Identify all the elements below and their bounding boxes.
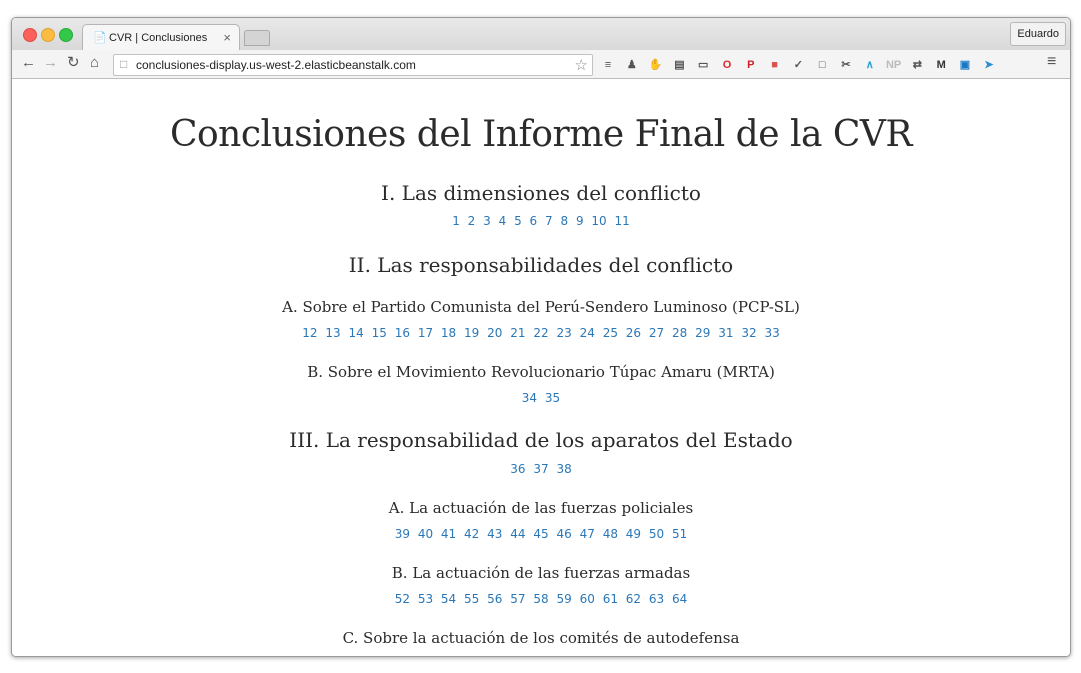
bookmark-star-icon[interactable]: ☆ xyxy=(574,57,588,74)
conclusion-link[interactable]: 51 xyxy=(672,527,688,541)
conclusion-link[interactable]: 29 xyxy=(695,326,711,340)
pawn-icon[interactable]: ♟ xyxy=(626,59,637,71)
conclusion-link[interactable]: 47 xyxy=(579,527,595,541)
conclusion-link[interactable]: 36 xyxy=(510,462,526,476)
conclusion-link[interactable]: 37 xyxy=(533,462,549,476)
news-icon[interactable]: ■ xyxy=(771,59,778,71)
browser-toolbar xyxy=(12,50,1070,79)
conclusion-link[interactable]: 53 xyxy=(417,592,434,606)
conclusion-link[interactable]: 17 xyxy=(417,326,434,340)
conclusion-link[interactable]: 26 xyxy=(625,326,642,340)
conclusion-link[interactable]: 54 xyxy=(440,592,457,606)
conclusion-link[interactable]: 52 xyxy=(394,592,410,606)
conclusion-link[interactable]: 34 xyxy=(521,391,538,405)
conclusion-link[interactable]: 8 xyxy=(560,214,569,228)
conclusion-link[interactable]: 13 xyxy=(325,326,341,340)
conclusion-link[interactable]: 59 xyxy=(556,592,572,606)
conclusion-link[interactable]: 44 xyxy=(510,527,526,541)
conclusion-link[interactable]: 25 xyxy=(602,326,618,340)
conclusion-link[interactable]: 56 xyxy=(487,592,503,606)
conclusion-link[interactable]: 61 xyxy=(602,592,618,606)
conclusion-link[interactable]: 12 xyxy=(302,326,318,340)
conclusion-link[interactable]: 10 xyxy=(591,214,607,228)
conclusion-link[interactable]: 24 xyxy=(579,326,595,340)
browser-tab[interactable] xyxy=(82,24,240,51)
home-icon[interactable]: ⌂ xyxy=(90,54,100,71)
close-window-button[interactable] xyxy=(23,28,37,42)
pinterest-icon[interactable]: P xyxy=(747,59,755,71)
page-title: Conclusiones del Informe Final de la CVR xyxy=(169,114,913,155)
conclusion-link[interactable]: 31 xyxy=(718,326,734,340)
telegram-icon[interactable]: ➤ xyxy=(984,59,994,71)
conclusion-link[interactable]: 33 xyxy=(764,326,780,340)
conclusion-link[interactable]: 57 xyxy=(510,592,526,606)
conclusion-link[interactable]: 50 xyxy=(648,527,665,541)
menu-icon[interactable]: ≡ xyxy=(1047,53,1057,70)
conclusion-link[interactable]: 60 xyxy=(579,592,595,606)
back-icon[interactable]: ← xyxy=(21,54,36,71)
reload-icon[interactable]: ↻ xyxy=(67,54,80,71)
conclusion-link[interactable]: 32 xyxy=(741,326,757,340)
grammar-icon[interactable]: ≡ xyxy=(604,59,612,71)
section-3b-links xyxy=(12,592,1070,606)
conclusion-link[interactable]: 46 xyxy=(556,527,572,541)
conclusion-link[interactable]: 5 xyxy=(514,214,522,228)
page-icon: 📄 xyxy=(93,32,107,44)
hand-icon[interactable]: ✋ xyxy=(648,59,663,71)
page-content xyxy=(12,79,1070,656)
conclusion-link[interactable]: 55 xyxy=(464,592,480,606)
section-1-links xyxy=(12,214,1070,228)
conclusion-link[interactable]: 28 xyxy=(672,326,688,340)
conclusion-link[interactable]: 16 xyxy=(394,326,410,340)
url-text: conclusiones-display.us-west-2.elasticbeanstalk.com xyxy=(136,58,416,72)
page-icon: □ xyxy=(120,57,128,71)
conclusion-link[interactable]: 40 xyxy=(417,527,434,541)
conclusion-link[interactable]: 15 xyxy=(371,326,387,340)
conclusion-link[interactable]: 11 xyxy=(614,214,630,228)
graph-icon[interactable]: ∧ xyxy=(865,59,874,71)
conclusion-link[interactable]: 9 xyxy=(575,214,584,228)
conclusion-link[interactable]: 48 xyxy=(602,527,618,541)
conclusion-link[interactable]: 35 xyxy=(544,391,561,405)
reader-icon[interactable]: ▤ xyxy=(674,59,685,71)
section-2-heading: II. Las responsabilidades del conflicto xyxy=(348,253,734,277)
address-bar[interactable] xyxy=(113,54,593,76)
conclusion-link[interactable]: 3 xyxy=(483,214,491,228)
conclusion-link[interactable]: 20 xyxy=(487,326,503,340)
conclusion-link[interactable]: 58 xyxy=(533,592,549,606)
conclusion-link[interactable]: 6 xyxy=(529,214,538,228)
title-bar xyxy=(12,18,1070,50)
tools-icon[interactable]: ✂ xyxy=(841,59,851,71)
conclusion-link[interactable]: 27 xyxy=(648,326,665,340)
conclusion-link[interactable]: 1 xyxy=(452,214,460,228)
conclusion-link[interactable]: 39 xyxy=(394,527,410,541)
tab-title: CVR | Conclusiones xyxy=(109,32,208,44)
conclusion-link[interactable]: 49 xyxy=(625,527,642,541)
opera-icon[interactable]: O xyxy=(722,59,732,71)
section-3a-heading: A. La actuación de las fuerzas policiales xyxy=(388,499,694,517)
section-2a-links xyxy=(12,326,1070,340)
tab-close-icon[interactable]: × xyxy=(223,30,231,45)
conclusion-link[interactable]: 18 xyxy=(440,326,457,340)
maximize-window-button[interactable] xyxy=(59,28,73,42)
section-2a-heading: A. Sobre el Partido Comunista del Perú-Sendero Luminoso (PCP-SL) xyxy=(282,298,800,316)
cast-icon[interactable]: ▭ xyxy=(697,59,709,71)
section-1-heading: I. Las dimensiones del conflicto xyxy=(381,181,701,205)
trello-icon[interactable]: ▣ xyxy=(959,59,971,71)
conclusion-link[interactable]: 14 xyxy=(348,326,364,340)
new-tab-button[interactable] xyxy=(244,30,270,46)
section-3-heading: III. La responsabilidad de los aparatos del Estado xyxy=(289,428,793,452)
profile-button[interactable]: Eduardo xyxy=(1010,22,1066,46)
section-2b-heading: B. Sobre el Movimiento Revolucionario Túpac Amaru (MRTA) xyxy=(307,363,775,381)
conclusion-link[interactable]: 19 xyxy=(464,326,480,340)
browser-window xyxy=(11,17,1071,657)
section-3a-links xyxy=(12,527,1070,541)
conclusion-link[interactable]: 38 xyxy=(556,462,572,476)
conclusion-link[interactable]: 21 xyxy=(510,326,526,340)
np-icon[interactable]: NP xyxy=(885,59,902,71)
conclusion-link[interactable]: 43 xyxy=(487,527,503,541)
minimize-window-button[interactable] xyxy=(41,28,55,42)
section-3-links xyxy=(12,462,1070,476)
conclusion-link[interactable]: 4 xyxy=(498,214,507,228)
conclusion-link[interactable]: 41 xyxy=(440,527,457,541)
conclusion-link[interactable]: 64 xyxy=(672,592,688,606)
conclusion-link[interactable]: 63 xyxy=(648,592,665,606)
conclusion-link[interactable]: 45 xyxy=(533,527,549,541)
page-icon[interactable]: □ xyxy=(818,59,826,71)
section-2b-links xyxy=(12,391,1070,405)
conclusion-link[interactable]: 2 xyxy=(467,214,476,228)
section-3c-heading: C. Sobre la actuación de los comités de autodefensa xyxy=(342,629,740,647)
pocket-icon[interactable]: ✓ xyxy=(793,59,803,71)
section-3b-heading: B. La actuación de las fuerzas armadas xyxy=(391,564,691,582)
conclusion-link[interactable]: 42 xyxy=(464,527,480,541)
conclusion-link[interactable]: 7 xyxy=(545,214,553,228)
mail-icon[interactable]: M xyxy=(936,59,946,71)
forward-icon[interactable]: → xyxy=(43,54,58,71)
translate-icon[interactable]: ⇄ xyxy=(912,59,922,71)
conclusion-link[interactable]: 62 xyxy=(625,592,642,606)
conclusion-link[interactable]: 23 xyxy=(556,326,572,340)
conclusion-link[interactable]: 22 xyxy=(533,326,549,340)
